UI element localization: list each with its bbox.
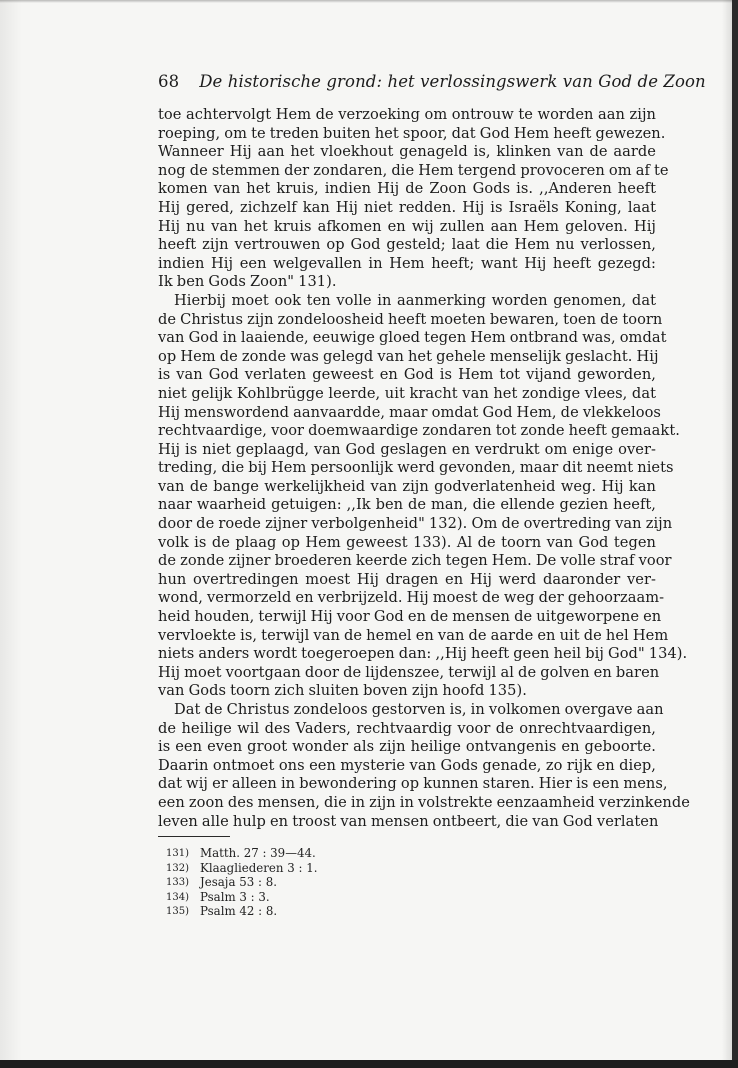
text-line: heeft zijn vertrouwen op God gesteld; laat die Hem nu verlossen,	[158, 236, 656, 254]
text-line: volk is de plaag op Hem geweest 133). Al de toorn van God tegen	[158, 533, 656, 551]
footnotes	[166, 846, 466, 919]
text-line: niets anders wordt toegeroepen dan: ,,Hij heeft geen heil bij God" 134).	[158, 645, 688, 663]
text-line: roeping, om te treden buiten het spoor, dat God Hem heeft gewezen.	[158, 124, 666, 142]
footnote-number: 133)	[166, 877, 189, 889]
text-line: komen van het kruis, indien Hij de Zoon Gods is. ,,Anderen heeft	[158, 180, 656, 198]
footnote-text: Klaagliederen 3 : 1.	[200, 860, 318, 875]
text-line: Hij menswordend aanvaardde, maar omdat God Hem, de vlekkeloos	[158, 403, 661, 421]
text-line: is een even groot wonder als zijn heilige ontvangenis en geboorte.	[158, 738, 656, 756]
text-line: Hij moet voortgaan door de lijdenszee, terwijl al de golven en baren	[158, 663, 660, 681]
text-line: naar waarheid getuigen: ,,Ik ben de man, die ellende gezien heeft,	[158, 496, 656, 514]
footnote-text: Psalm 42 : 8.	[200, 904, 278, 919]
footnote-text: Jesaja 53 : 8.	[200, 875, 277, 890]
text-line: Ik ben Gods Zoon" 131).	[158, 273, 337, 291]
text-line: op Hem de zonde was gelegd van het gehele menselijk geslacht. Hij	[158, 347, 659, 365]
text-line: Wanneer Hij aan het vloekhout genageld is, klinken van de aarde	[158, 143, 656, 161]
text-line: indien Hij een welgevallen in Hem heeft; want Hij heeft gezegd:	[158, 254, 656, 272]
footnote-number: 132)	[166, 862, 189, 874]
text-line: Hij is niet geplaagd, van God geslagen en verdrukt om enige over-	[158, 440, 656, 458]
text-line: heid houden, terwijl Hij voor God en de mensen de uitgeworpene en	[158, 608, 662, 626]
text-line: niet gelijk Kohlbrügge leerde, uit kracht van het zondige vlees, dat	[158, 384, 656, 402]
footnote	[166, 875, 466, 890]
text-line: Dat de Christus zondeloos gestorven is, in volkomen overgave aan	[174, 701, 664, 718]
text-line: van Gods toorn zich sluiten boven zijn hoofd 135).	[158, 682, 527, 700]
footnote-number: 131)	[166, 848, 189, 859]
text-line: de zonde zijner broederen keerde zich tegen Hem. De volle straf voor	[158, 552, 672, 570]
text-line: rechtvaardige, voor doemwaardige zondaren tot zonde heeft gemaakt.	[158, 422, 680, 440]
running-title: De historische grond: het verlossingswerk van God de Zoon	[199, 72, 706, 91]
text-line: treding, die bij Hem persoonlijk werd gevonden, maar dit neemt niets	[158, 459, 674, 477]
footnote-divider	[158, 836, 230, 837]
text-line: van God in laaiende, eeuwige gloed tegen Hem ontbrand was, omdat	[158, 329, 667, 347]
text-line: een zoon des mensen, die in zijn in volstrekte eenzaamheid verzinkende	[158, 793, 690, 811]
text-line: nog de stemmen der zondaren, die Hem tergend provoceren om af te	[158, 161, 669, 179]
footnote	[166, 890, 466, 905]
text-line: is van God verlaten geweest en God is Hem tot vijand geworden,	[158, 366, 656, 384]
text-line: Daarin ontmoet ons een mysterie van Gods genade, zo rijk en diep,	[158, 756, 656, 774]
text-line: wond, vermorzeld en verbrijzeld. Hij moest de weg der gehoorzaam-	[158, 589, 665, 607]
scan-left-shadow	[0, 0, 22, 1068]
text-line: toe achtervolgt Hem de verzoeking om ontrouw te worden aan zijn	[158, 106, 656, 123]
footnote-number: 134)	[166, 891, 189, 903]
footnote-number: 135)	[166, 906, 189, 918]
body-text	[158, 106, 690, 831]
scan-right-shade	[722, 0, 732, 1068]
footnote	[166, 904, 466, 919]
text-line: van de bange werkelijkheid van zijn godverlatenheid weg. Hij kan	[158, 477, 656, 495]
text-line: Hierbij moet ook ten volle in aanmerking worden genomen, dat	[174, 291, 656, 309]
page-number: 68	[158, 72, 180, 91]
scan-bottom-edge	[0, 1060, 738, 1068]
footnote	[166, 861, 466, 876]
text-line: door de roede zijner verbolgenheid" 132). Om de overtreding van zijn	[158, 515, 673, 533]
scan-right-edge	[732, 0, 738, 1068]
text-line: Hij gered, zichzelf kan Hij niet redden. Hij is Israëls Koning, laat	[158, 198, 656, 216]
footnote-text: Psalm 3 : 3.	[200, 889, 270, 904]
text-line: de Christus zijn zondeloosheid heeft moeten bewaren, toen de toorn	[158, 310, 663, 328]
running-header	[158, 72, 706, 92]
scan-top-shadow	[0, 0, 738, 3]
text-line: dat wij er alleen in bewondering op kunnen staren. Hier is een mens,	[158, 775, 668, 793]
text-line: vervloekte is, terwijl van de hemel en van de aarde en uit de hel Hem	[158, 626, 669, 644]
footnote-text: Matth. 27 : 39—44.	[200, 846, 316, 860]
text-line: hun overtredingen moest Hij dragen en Hij werd daaronder ver-	[158, 570, 656, 588]
footnote	[166, 846, 466, 861]
text-line: leven alle hulp en troost van mensen ontbeert, die van God verlaten	[158, 812, 659, 830]
text-line: Hij nu van het kruis afkomen en wij zullen aan Hem geloven. Hij	[158, 217, 656, 235]
text-line: de heilige wil des Vaders, rechtvaardig voor de onrechtvaardigen,	[158, 719, 656, 737]
